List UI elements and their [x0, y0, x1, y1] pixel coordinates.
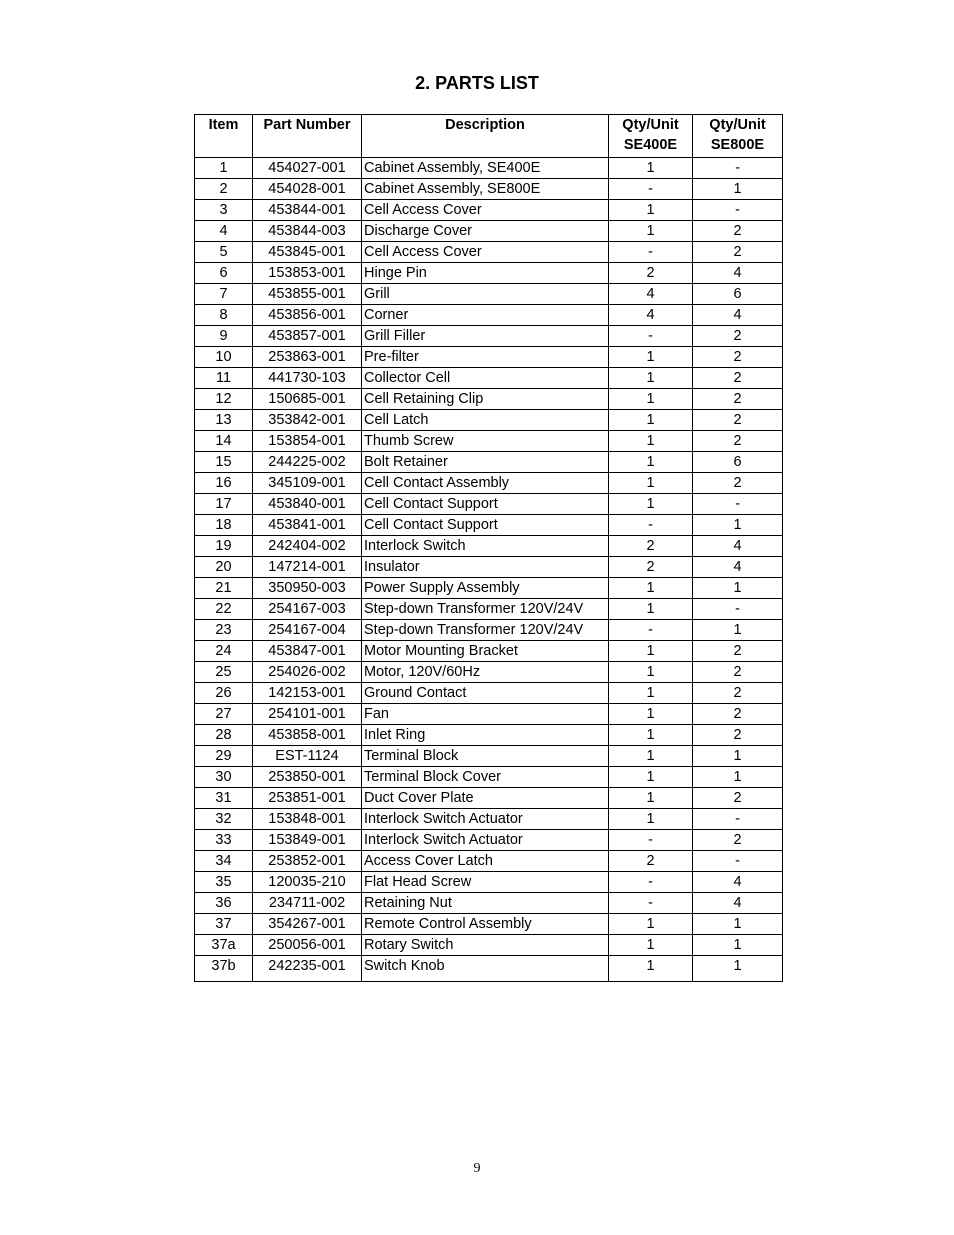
cell-description: Terminal Block Cover — [362, 767, 609, 788]
cell-qty-se400e: - — [609, 830, 693, 851]
cell-part-number: EST-1124 — [253, 746, 362, 767]
cell-item: 15 — [195, 452, 253, 473]
cell-item: 32 — [195, 809, 253, 830]
cell-description: Power Supply Assembly — [362, 578, 609, 599]
cell-part-number: 254167-004 — [253, 620, 362, 641]
cell-qty-se800e: 2 — [693, 389, 783, 410]
cell-item: 29 — [195, 746, 253, 767]
cell-qty-se800e: - — [693, 809, 783, 830]
cell-qty-se800e: 2 — [693, 221, 783, 242]
cell-part-number: 153854-001 — [253, 431, 362, 452]
cell-qty-se800e: 4 — [693, 536, 783, 557]
table-header-row — [195, 115, 783, 158]
cell-qty-se400e: 4 — [609, 305, 693, 326]
cell-part-number: 453844-001 — [253, 200, 362, 221]
cell-qty-se800e: 1 — [693, 956, 783, 982]
table-row — [195, 557, 783, 578]
header-description: Description — [362, 115, 609, 158]
cell-part-number: 353842-001 — [253, 410, 362, 431]
cell-qty-se800e: 2 — [693, 473, 783, 494]
cell-qty-se400e: 2 — [609, 557, 693, 578]
cell-description: Rotary Switch — [362, 935, 609, 956]
table-row — [195, 431, 783, 452]
cell-part-number: 354267-001 — [253, 914, 362, 935]
cell-description: Cell Access Cover — [362, 242, 609, 263]
cell-qty-se800e: 4 — [693, 557, 783, 578]
cell-qty-se800e: 2 — [693, 242, 783, 263]
table-row — [195, 305, 783, 326]
cell-qty-se400e: 1 — [609, 809, 693, 830]
table-row — [195, 746, 783, 767]
cell-qty-se800e: 6 — [693, 452, 783, 473]
cell-qty-se400e: - — [609, 179, 693, 200]
cell-qty-se400e: 1 — [609, 704, 693, 725]
table-row — [195, 599, 783, 620]
cell-item: 12 — [195, 389, 253, 410]
cell-qty-se800e: - — [693, 200, 783, 221]
cell-part-number: 350950-003 — [253, 578, 362, 599]
cell-description: Fan — [362, 704, 609, 725]
page-title: 2. PARTS LIST — [415, 73, 539, 93]
cell-qty-se400e: 1 — [609, 221, 693, 242]
parts-table-body — [195, 158, 783, 982]
cell-qty-se400e: 1 — [609, 641, 693, 662]
cell-description: Remote Control Assembly — [362, 914, 609, 935]
cell-qty-se400e: 1 — [609, 347, 693, 368]
table-row — [195, 200, 783, 221]
cell-part-number: 120035-210 — [253, 872, 362, 893]
cell-qty-se800e: - — [693, 599, 783, 620]
cell-description: Cabinet Assembly, SE400E — [362, 158, 609, 179]
table-row — [195, 452, 783, 473]
cell-qty-se400e: 1 — [609, 935, 693, 956]
cell-qty-se800e: - — [693, 851, 783, 872]
cell-item: 24 — [195, 641, 253, 662]
cell-part-number: 441730-103 — [253, 368, 362, 389]
table-row — [195, 704, 783, 725]
cell-part-number: 253850-001 — [253, 767, 362, 788]
cell-qty-se800e: 2 — [693, 830, 783, 851]
cell-item: 35 — [195, 872, 253, 893]
cell-part-number: 453840-001 — [253, 494, 362, 515]
cell-part-number: 153849-001 — [253, 830, 362, 851]
cell-qty-se800e: - — [693, 158, 783, 179]
cell-qty-se800e: 1 — [693, 746, 783, 767]
cell-qty-se400e: 1 — [609, 368, 693, 389]
cell-part-number: 253852-001 — [253, 851, 362, 872]
cell-item: 33 — [195, 830, 253, 851]
cell-description: Switch Knob — [362, 956, 609, 982]
cell-qty-se800e: 2 — [693, 641, 783, 662]
header-qty-se400e: Qty/Unit SE400E — [609, 115, 693, 158]
table-row — [195, 536, 783, 557]
cell-part-number: 254026-002 — [253, 662, 362, 683]
cell-item: 17 — [195, 494, 253, 515]
cell-part-number: 453845-001 — [253, 242, 362, 263]
cell-description: Thumb Screw — [362, 431, 609, 452]
cell-item: 3 — [195, 200, 253, 221]
cell-description: Inlet Ring — [362, 725, 609, 746]
cell-item: 36 — [195, 893, 253, 914]
table-row — [195, 515, 783, 536]
table-row — [195, 473, 783, 494]
cell-qty-se400e: 1 — [609, 158, 693, 179]
cell-part-number: 242404-002 — [253, 536, 362, 557]
cell-item: 16 — [195, 473, 253, 494]
cell-item: 14 — [195, 431, 253, 452]
table-row — [195, 935, 783, 956]
cell-part-number: 453844-003 — [253, 221, 362, 242]
table-row — [195, 956, 783, 982]
cell-qty-se400e: - — [609, 515, 693, 536]
cell-item: 26 — [195, 683, 253, 704]
cell-item: 1 — [195, 158, 253, 179]
cell-description: Cell Contact Support — [362, 515, 609, 536]
cell-qty-se400e: - — [609, 893, 693, 914]
cell-item: 37a — [195, 935, 253, 956]
cell-item: 23 — [195, 620, 253, 641]
cell-description: Pre-filter — [362, 347, 609, 368]
cell-qty-se800e: 1 — [693, 179, 783, 200]
cell-qty-se400e: 1 — [609, 725, 693, 746]
cell-description: Cell Retaining Clip — [362, 389, 609, 410]
cell-item: 9 — [195, 326, 253, 347]
cell-description: Ground Contact — [362, 683, 609, 704]
cell-part-number: 453855-001 — [253, 284, 362, 305]
table-row — [195, 872, 783, 893]
cell-qty-se800e: 2 — [693, 662, 783, 683]
cell-item: 20 — [195, 557, 253, 578]
cell-qty-se800e: 6 — [693, 284, 783, 305]
cell-qty-se800e: 2 — [693, 347, 783, 368]
cell-qty-se800e: 2 — [693, 326, 783, 347]
header-part-number: Part Number — [253, 115, 362, 158]
cell-qty-se400e: 1 — [609, 599, 693, 620]
cell-part-number: 150685-001 — [253, 389, 362, 410]
table-row — [195, 641, 783, 662]
cell-description: Bolt Retainer — [362, 452, 609, 473]
cell-description: Step-down Transformer 120V/24V — [362, 599, 609, 620]
cell-qty-se800e: 1 — [693, 578, 783, 599]
cell-description: Interlock Switch Actuator — [362, 830, 609, 851]
cell-qty-se400e: 1 — [609, 746, 693, 767]
cell-part-number: 253863-001 — [253, 347, 362, 368]
cell-item: 11 — [195, 368, 253, 389]
cell-item: 37b — [195, 956, 253, 982]
cell-part-number: 345109-001 — [253, 473, 362, 494]
cell-part-number: 453841-001 — [253, 515, 362, 536]
table-row — [195, 851, 783, 872]
cell-part-number: 250056-001 — [253, 935, 362, 956]
cell-description: Hinge Pin — [362, 263, 609, 284]
cell-item: 5 — [195, 242, 253, 263]
cell-item: 7 — [195, 284, 253, 305]
cell-part-number: 453847-001 — [253, 641, 362, 662]
table-row — [195, 494, 783, 515]
table-row — [195, 830, 783, 851]
cell-qty-se800e: 1 — [693, 515, 783, 536]
cell-description: Access Cover Latch — [362, 851, 609, 872]
cell-description: Insulator — [362, 557, 609, 578]
cell-qty-se400e: 1 — [609, 410, 693, 431]
cell-qty-se800e: 2 — [693, 431, 783, 452]
cell-item: 25 — [195, 662, 253, 683]
cell-qty-se400e: - — [609, 872, 693, 893]
table-row — [195, 368, 783, 389]
cell-description: Interlock Switch Actuator — [362, 809, 609, 830]
table-row — [195, 179, 783, 200]
cell-description: Grill Filler — [362, 326, 609, 347]
cell-item: 13 — [195, 410, 253, 431]
cell-item: 34 — [195, 851, 253, 872]
cell-part-number: 244225-002 — [253, 452, 362, 473]
table-row — [195, 389, 783, 410]
cell-qty-se400e: 1 — [609, 662, 693, 683]
table-row — [195, 242, 783, 263]
cell-qty-se400e: 1 — [609, 200, 693, 221]
cell-qty-se400e: 2 — [609, 851, 693, 872]
cell-part-number: 142153-001 — [253, 683, 362, 704]
table-row — [195, 683, 783, 704]
cell-qty-se400e: 1 — [609, 452, 693, 473]
cell-part-number: 242235-001 — [253, 956, 362, 982]
cell-item: 28 — [195, 725, 253, 746]
cell-qty-se800e: 2 — [693, 410, 783, 431]
cell-description: Cell Contact Assembly — [362, 473, 609, 494]
cell-qty-se800e: 2 — [693, 704, 783, 725]
header-item: Item — [195, 115, 253, 158]
table-row — [195, 284, 783, 305]
cell-description: Duct Cover Plate — [362, 788, 609, 809]
cell-item: 22 — [195, 599, 253, 620]
cell-qty-se400e: 2 — [609, 263, 693, 284]
cell-description: Cell Access Cover — [362, 200, 609, 221]
cell-qty-se800e: 2 — [693, 725, 783, 746]
table-row — [195, 809, 783, 830]
cell-part-number: 254167-003 — [253, 599, 362, 620]
cell-description: Motor, 120V/60Hz — [362, 662, 609, 683]
cell-item: 2 — [195, 179, 253, 200]
cell-description: Discharge Cover — [362, 221, 609, 242]
cell-item: 8 — [195, 305, 253, 326]
table-row — [195, 725, 783, 746]
cell-part-number: 453857-001 — [253, 326, 362, 347]
table-row — [195, 263, 783, 284]
cell-item: 21 — [195, 578, 253, 599]
table-row — [195, 914, 783, 935]
cell-item: 19 — [195, 536, 253, 557]
table-row — [195, 347, 783, 368]
cell-item: 4 — [195, 221, 253, 242]
cell-item: 37 — [195, 914, 253, 935]
cell-description: Interlock Switch — [362, 536, 609, 557]
cell-qty-se800e: 4 — [693, 305, 783, 326]
cell-description: Grill — [362, 284, 609, 305]
cell-qty-se800e: 1 — [693, 914, 783, 935]
cell-part-number: 454027-001 — [253, 158, 362, 179]
table-row — [195, 662, 783, 683]
cell-qty-se400e: - — [609, 326, 693, 347]
cell-part-number: 454028-001 — [253, 179, 362, 200]
cell-description: Step-down Transformer 120V/24V — [362, 620, 609, 641]
table-row — [195, 221, 783, 242]
cell-qty-se400e: 1 — [609, 914, 693, 935]
cell-item: 18 — [195, 515, 253, 536]
cell-item: 10 — [195, 347, 253, 368]
cell-item: 6 — [195, 263, 253, 284]
cell-qty-se400e: 1 — [609, 578, 693, 599]
cell-qty-se400e: 1 — [609, 683, 693, 704]
table-row — [195, 326, 783, 347]
cell-qty-se400e: - — [609, 620, 693, 641]
cell-qty-se400e: 1 — [609, 473, 693, 494]
cell-qty-se800e: 4 — [693, 263, 783, 284]
table-row — [195, 767, 783, 788]
cell-qty-se800e: 2 — [693, 368, 783, 389]
table-row — [195, 410, 783, 431]
cell-qty-se400e: 1 — [609, 431, 693, 452]
cell-description: Cabinet Assembly, SE800E — [362, 179, 609, 200]
cell-qty-se800e: 1 — [693, 620, 783, 641]
cell-description: Corner — [362, 305, 609, 326]
cell-item: 27 — [195, 704, 253, 725]
cell-description: Motor Mounting Bracket — [362, 641, 609, 662]
cell-part-number: 453856-001 — [253, 305, 362, 326]
cell-qty-se400e: - — [609, 242, 693, 263]
parts-table — [194, 114, 783, 982]
cell-qty-se400e: 1 — [609, 767, 693, 788]
cell-part-number: 453858-001 — [253, 725, 362, 746]
cell-description: Cell Latch — [362, 410, 609, 431]
cell-description: Retaining Nut — [362, 893, 609, 914]
header-qty-se800e: Qty/Unit SE800E — [693, 115, 783, 158]
table-row — [195, 158, 783, 179]
cell-part-number: 254101-001 — [253, 704, 362, 725]
cell-description: Cell Contact Support — [362, 494, 609, 515]
cell-part-number: 153853-001 — [253, 263, 362, 284]
table-row — [195, 893, 783, 914]
cell-qty-se400e: 2 — [609, 536, 693, 557]
cell-qty-se800e: 1 — [693, 767, 783, 788]
cell-qty-se800e: - — [693, 494, 783, 515]
cell-part-number: 234711-002 — [253, 893, 362, 914]
cell-item: 30 — [195, 767, 253, 788]
cell-qty-se400e: 1 — [609, 494, 693, 515]
cell-qty-se400e: 1 — [609, 956, 693, 982]
cell-qty-se800e: 4 — [693, 872, 783, 893]
table-row — [195, 578, 783, 599]
cell-qty-se800e: 2 — [693, 683, 783, 704]
cell-qty-se800e: 4 — [693, 893, 783, 914]
cell-part-number: 153848-001 — [253, 809, 362, 830]
table-row — [195, 788, 783, 809]
cell-qty-se800e: 2 — [693, 788, 783, 809]
page-number: 9 — [473, 1161, 481, 1176]
cell-description: Flat Head Screw — [362, 872, 609, 893]
cell-qty-se400e: 1 — [609, 389, 693, 410]
cell-qty-se400e: 4 — [609, 284, 693, 305]
cell-part-number: 147214-001 — [253, 557, 362, 578]
cell-qty-se400e: 1 — [609, 788, 693, 809]
cell-description: Terminal Block — [362, 746, 609, 767]
cell-item: 31 — [195, 788, 253, 809]
cell-part-number: 253851-001 — [253, 788, 362, 809]
cell-description: Collector Cell — [362, 368, 609, 389]
table-row — [195, 620, 783, 641]
cell-qty-se800e: 1 — [693, 935, 783, 956]
